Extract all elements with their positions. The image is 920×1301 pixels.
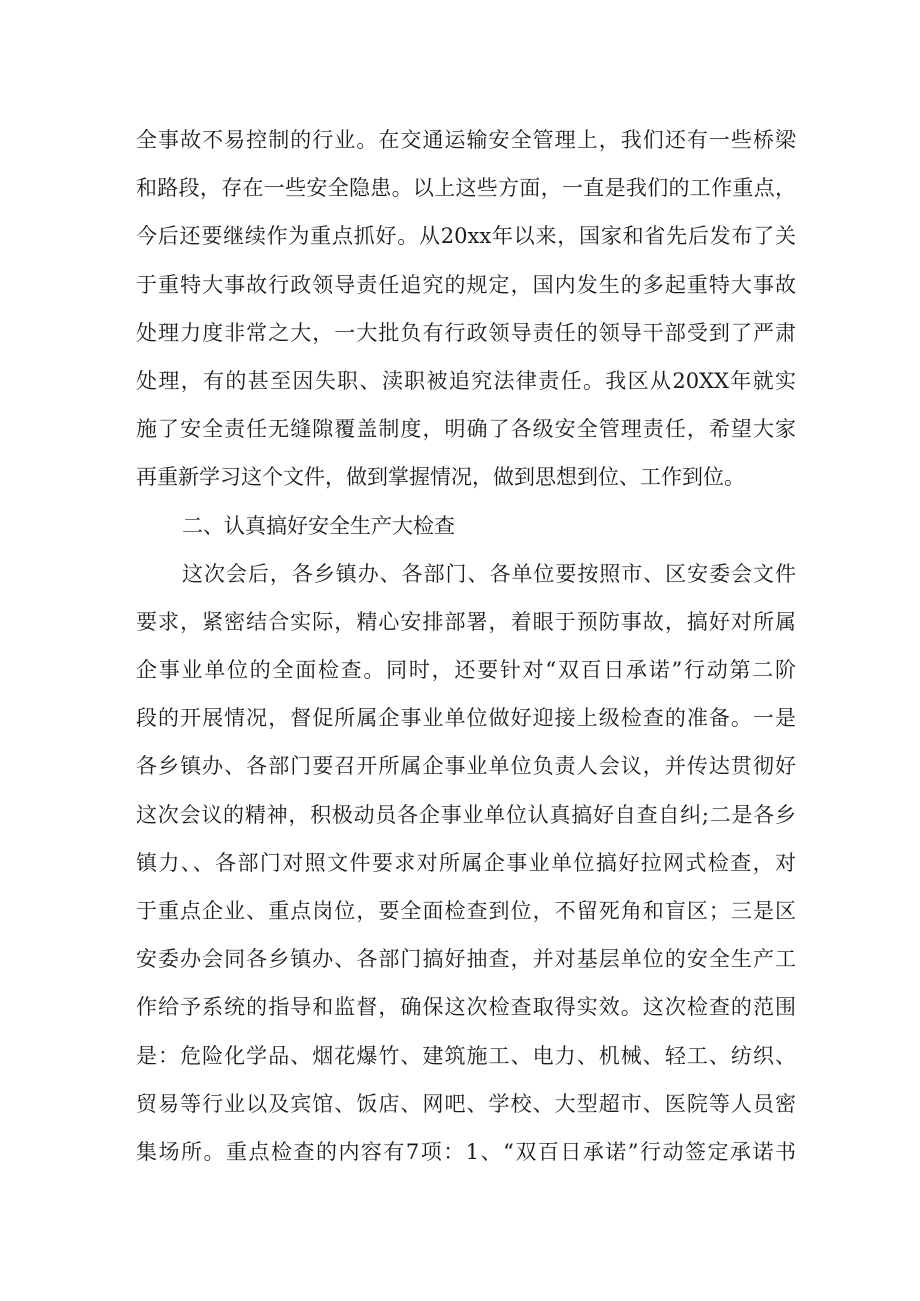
text-line-15: 这次会议的精神，积极动员各企事业单位认真搞好自查自纠;二是各乡 [136,802,796,827]
body-text [136,116,796,1176]
text-line-20: 是：危险化学品、烟花爆竹、建筑施工、电力、机械、轻工、纺织、 [136,1043,796,1068]
text-line-12: 企事业单位的全面检查。同时，还要针对“双百日承诺”行动第二阶 [136,658,796,683]
text-line-3: 今后还要继续作为重点抓好。从20xx年以来，国家和省先后发布了关 [136,224,796,249]
text-line-16: 镇力、、各部门对照文件要求对所属企事业单位搞好拉网式检查，对 [136,850,796,875]
text-line-10: 这次会后，各乡镇办、各部门、各单位要按照市、区安委会文件 [182,561,796,586]
text-line-5: 处理力度非常之大，一大批负有行政领导责任的领导干部受到了严肃 [136,320,796,345]
text-line-11: 要求，紧密结合实际，精心安排部署，着眼于预防事故，搞好对所属 [136,609,796,634]
text-line-22: 集场所。重点检查的内容有7项：1、“双百日承诺”行动签定承诺书 [136,1139,796,1164]
text-line-19: 作给予系统的指导和监督，确保这次检查取得实效。这次检查的范围 [136,995,796,1020]
text-line-7: 施了安全责任无缝隙覆盖制度，明确了各级安全管理责任，希望大家 [136,417,796,442]
text-line-13: 段的开展情况，督促所属企事业单位做好迎接上级检查的准备。一是 [136,706,796,731]
text-line-2: 和路段，存在一些安全隐患。以上这些方面，一直是我们的工作重点， [136,176,796,201]
text-line-1: 全事故不易控制的行业。在交通运输安全管理上，我们还有一些桥梁 [136,128,796,152]
text-line-17: 于重点企业、重点岗位，要全面检查到位，不留死角和盲区；三是区 [136,899,796,923]
text-line-18: 安委办会同各乡镇办、各部门搞好抽查，并对基层单位的安全生产工 [136,947,796,972]
text-line-14: 各乡镇办、各部门要召开所属企事业单位负责人会议，并传达贯彻好 [136,754,796,779]
text-line-21: 贸易等行业以及宾馆、饭店、网吧、学校、大型超市、医院等人员密 [136,1091,796,1116]
text-line-4: 于重特大事故行政领导责任追究的规定，国内发生的多起重特大事故 [136,272,796,297]
text-line-8: 再重新学习这个文件，做到掌握情况，做到思想到位、工作到位。 [136,465,745,490]
section-heading: 二、认真搞好安全生产大检查 [182,513,455,538]
text-line-6: 处理，有的甚至因失职、渎职被追究法律责任。我区从20XX年就实 [136,368,796,393]
